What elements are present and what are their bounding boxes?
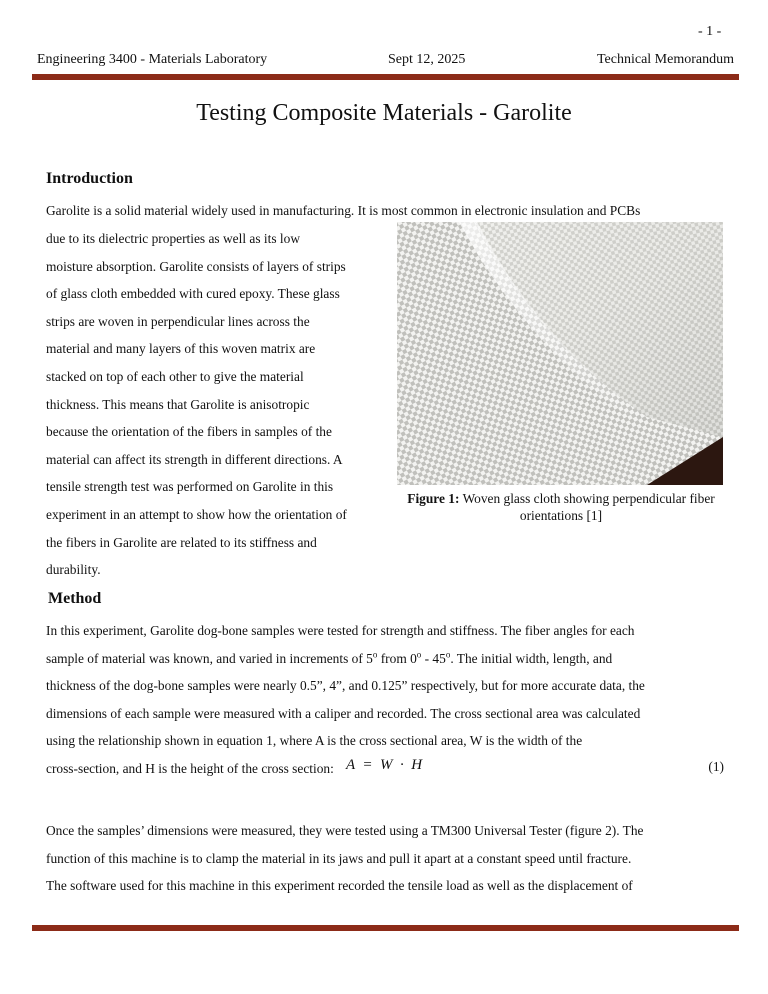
intro-wrapped-text (46, 225, 396, 584)
equation-number: (1) (708, 759, 724, 774)
method-line: sample of material was known, and varied in increments of 5$^o$ from 0$^o$ - 45$^o$. The initial width, length, and (46, 649, 613, 666)
intro-line: stacked on top of each other to give the material (46, 368, 304, 384)
intro-line: the fibers in Garolite are related to its stiffness and (46, 534, 317, 550)
header-doc-type: Technical Memorandum (596, 52, 734, 67)
intro-line: durability. (46, 562, 101, 578)
header-rule (32, 74, 739, 80)
intro-line: experiment in an attempt to show how the orientation of (46, 506, 347, 522)
method-line: The software used for this machine in this experiment recorded the tensile load as well as the displacement of (46, 878, 633, 894)
page-number: - 1 - (698, 24, 722, 39)
intro-line: moisture absorption. Garolite consists of layers of strips (46, 258, 346, 274)
method-line: Once the samples’ dimensions were measured, they were tested using a TM300 Universal Tester (figure 2). The (46, 823, 644, 838)
method-line: function of this machine is to clamp the material in its jaws and pull it apart at a constant speed until fracture. (46, 850, 632, 866)
header-date: Sept 12, 2025 (388, 52, 466, 67)
woven-glass-cloth-photo (397, 222, 723, 485)
method-line: In this experiment, Garolite dog-bone samples were tested for strength and stiffness. The fiber angles for each (46, 623, 635, 638)
footer-rule (32, 925, 739, 931)
intro-line: strips are woven in perpendicular lines across the (46, 313, 310, 329)
equation-1: A = W · H (345, 757, 423, 773)
figure-1-caption (398, 490, 724, 524)
document-title: Testing Composite Materials - Garolite (196, 100, 572, 126)
intro-line: because the orientation of the fibers in samples of the (46, 424, 332, 440)
method-line: dimensions of each sample were measured with a caliper and recorded. The cross sectional area was calculated (46, 705, 641, 721)
method-line: using the relationship shown in equation 1, where A is the cross sectional area, W is the width of the (46, 733, 583, 749)
method-line: cross-section, and H is the height of the cross section: (46, 760, 334, 776)
intro-line: material and many layers of this woven matrix are (46, 341, 316, 357)
header-course: Engineering 3400 - Materials Laboratory (37, 52, 268, 67)
intro-line: material can affect its strength in different directions. A (46, 451, 343, 467)
method-paragraph-2 (46, 817, 644, 900)
intro-line: thickness. This means that Garolite is anisotropic (46, 396, 310, 412)
figure-caption-text: Woven glass cloth showing perpendicular fiber orientations [1] (459, 491, 715, 523)
intro-heading: Introduction (46, 170, 133, 187)
method-line: thickness of the dog-bone samples were nearly 0.5”, 4”, and 0.125” respectively, but for more accurate data, the (46, 678, 645, 694)
method-heading: Method (48, 590, 102, 607)
intro-line: tensile strength test was performed on Garolite in this (46, 479, 334, 495)
figure-label: Figure 1: (407, 491, 460, 506)
intro-line: of glass cloth embedded with cured epoxy. These glass (46, 286, 340, 302)
intro-line-1: Garolite is a solid material widely used in manufacturing. It is most common in electronic insulation and PCBs (46, 203, 641, 218)
intro-line: due to its dielectric properties as well as its low (46, 231, 300, 246)
